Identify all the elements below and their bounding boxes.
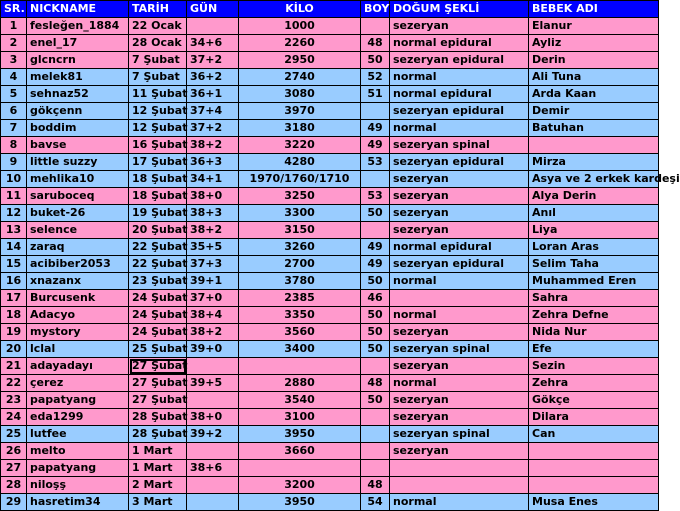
table-row: [1, 341, 659, 358]
cell-gun[interactable]: [187, 443, 239, 460]
cell-sr[interactable]: 28: [1, 477, 27, 494]
cell-dogum[interactable]: normal: [390, 69, 529, 86]
cell-gun[interactable]: 36+3: [187, 154, 239, 171]
cell-gun[interactable]: 37+3: [187, 256, 239, 273]
cell-boy[interactable]: 48: [361, 35, 390, 52]
cell-boy[interactable]: [361, 171, 390, 188]
cell-bebek[interactable]: Elanur: [529, 18, 659, 35]
cell-boy[interactable]: 50: [361, 392, 390, 409]
cell-bebek[interactable]: Gökçe: [529, 392, 659, 409]
table-row: [1, 222, 659, 239]
cell-bebek[interactable]: Liya: [529, 222, 659, 239]
cell-dogum[interactable]: normal: [390, 375, 529, 392]
cell-boy[interactable]: 49: [361, 256, 390, 273]
cell-nickname[interactable]: lclal: [27, 341, 129, 358]
cell-gun[interactable]: [187, 477, 239, 494]
cell-tarih[interactable]: 19 Şubat: [129, 205, 187, 222]
cell-tarih[interactable]: 16 Şubat: [129, 137, 187, 154]
cell-kilo[interactable]: 3180: [239, 120, 361, 137]
cell-gun[interactable]: 38+0: [187, 188, 239, 205]
cell-sr[interactable]: 15: [1, 256, 27, 273]
cell-kilo[interactable]: 2950: [239, 52, 361, 69]
cell-gun[interactable]: 37+0: [187, 290, 239, 307]
cell-bebek[interactable]: Nida Nur: [529, 324, 659, 341]
cell-gun[interactable]: 36+2: [187, 69, 239, 86]
cell-nickname[interactable]: little suzzy: [27, 154, 129, 171]
cell-gun[interactable]: 39+1: [187, 273, 239, 290]
cell-bebek[interactable]: Anıl: [529, 205, 659, 222]
cell-boy[interactable]: 49: [361, 137, 390, 154]
cell-tarih[interactable]: 7 Şubat: [129, 52, 187, 69]
cell-dogum[interactable]: [390, 460, 529, 477]
header-gun[interactable]: GÜN: [187, 1, 239, 18]
cell-kilo[interactable]: 2385: [239, 290, 361, 307]
cell-nickname[interactable]: xnazanx: [27, 273, 129, 290]
cell-gun[interactable]: 34+1: [187, 171, 239, 188]
cell-dogum[interactable]: sezeryan epidural: [390, 154, 529, 171]
cell-sr[interactable]: 19: [1, 324, 27, 341]
cell-gun[interactable]: 38+2: [187, 222, 239, 239]
table-row: [1, 103, 659, 120]
cell-kilo[interactable]: 3200: [239, 477, 361, 494]
cell-dogum[interactable]: normal: [390, 273, 529, 290]
cell-kilo[interactable]: 2880: [239, 375, 361, 392]
cell-kilo[interactable]: 3660: [239, 443, 361, 460]
cell-sr[interactable]: 27: [1, 460, 27, 477]
cell-gun[interactable]: 36+1: [187, 86, 239, 103]
cell-gun[interactable]: [187, 358, 239, 375]
cell-sr[interactable]: 21: [1, 358, 27, 375]
cell-sr[interactable]: 1: [1, 18, 27, 35]
cell-tarih[interactable]: 24 Şubat: [129, 324, 187, 341]
table-row: [1, 392, 659, 409]
cell-gun[interactable]: 37+2: [187, 120, 239, 137]
cell-gun[interactable]: 39+5: [187, 375, 239, 392]
cell-boy[interactable]: 53: [361, 188, 390, 205]
cell-dogum[interactable]: [390, 477, 529, 494]
cell-boy[interactable]: 49: [361, 120, 390, 137]
cell-gun[interactable]: 39+2: [187, 426, 239, 443]
cell-sr[interactable]: 29: [1, 494, 27, 511]
cell-dogum[interactable]: sezeryan epidural: [390, 52, 529, 69]
table-row: [1, 171, 659, 188]
cell-tarih[interactable]: 20 Şubat: [129, 222, 187, 239]
cell-bebek[interactable]: Batuhan: [529, 120, 659, 137]
table-row: [1, 154, 659, 171]
cell-dogum[interactable]: sezeryan: [390, 392, 529, 409]
cell-nickname[interactable]: acibiber2053: [27, 256, 129, 273]
cell-nickname[interactable]: saruboceq: [27, 188, 129, 205]
cell-boy[interactable]: 54: [361, 494, 390, 511]
cell-bebek[interactable]: Ali Tuna: [529, 69, 659, 86]
cell-sr[interactable]: 24: [1, 409, 27, 426]
cell-tarih[interactable]: 27 Şubat: [129, 375, 187, 392]
cell-sr[interactable]: 4: [1, 69, 27, 86]
table-row: [1, 460, 659, 477]
cell-bebek[interactable]: Musa Enes: [529, 494, 659, 511]
cell-kilo[interactable]: 3400: [239, 341, 361, 358]
cell-gun[interactable]: [187, 494, 239, 511]
cell-nickname[interactable]: niloşş: [27, 477, 129, 494]
table-row: [1, 426, 659, 443]
cell-boy[interactable]: [361, 409, 390, 426]
cell-nickname[interactable]: glcncrn: [27, 52, 129, 69]
cell-bebek[interactable]: [529, 443, 659, 460]
cell-nickname[interactable]: papatyang: [27, 392, 129, 409]
cell-dogum[interactable]: sezeryan: [390, 409, 529, 426]
cell-tarih[interactable]: 27 Şubat: [129, 358, 187, 375]
table-row: [1, 86, 659, 103]
cell-tarih[interactable]: 1 Mart: [129, 443, 187, 460]
cell-nickname[interactable]: hasretim34: [27, 494, 129, 511]
cell-nickname[interactable]: buket-26: [27, 205, 129, 222]
cell-gun[interactable]: 34+6: [187, 35, 239, 52]
table-row: [1, 477, 659, 494]
cell-boy[interactable]: 48: [361, 477, 390, 494]
cell-nickname[interactable]: boddim: [27, 120, 129, 137]
cell-bebek[interactable]: [529, 137, 659, 154]
table-row: [1, 256, 659, 273]
cell-bebek[interactable]: Muhammed Eren: [529, 273, 659, 290]
table-row: [1, 120, 659, 137]
header-sr[interactable]: SR.: [1, 1, 27, 18]
cell-nickname[interactable]: Burcusenk: [27, 290, 129, 307]
cell-gun[interactable]: 38+4: [187, 307, 239, 324]
table-row: [1, 375, 659, 392]
cell-bebek[interactable]: Mirza: [529, 154, 659, 171]
cell-bebek[interactable]: Asya ve 2 erkek kardeşi: [529, 171, 659, 188]
cell-boy[interactable]: 52: [361, 69, 390, 86]
cell-tarih[interactable]: 18 Şubat: [129, 171, 187, 188]
cell-tarih[interactable]: 12 Şubat: [129, 103, 187, 120]
cell-dogum[interactable]: sezeryan: [390, 222, 529, 239]
cell-gun[interactable]: [187, 392, 239, 409]
table-row: [1, 69, 659, 86]
cell-sr[interactable]: 12: [1, 205, 27, 222]
cell-nickname[interactable]: mystory: [27, 324, 129, 341]
cell-tarih[interactable]: 1 Mart: [129, 460, 187, 477]
table-row: [1, 443, 659, 460]
cell-dogum[interactable]: sezeryan: [390, 188, 529, 205]
cell-nickname[interactable]: selence: [27, 222, 129, 239]
cell-dogum[interactable]: sezeryan: [390, 324, 529, 341]
cell-nickname[interactable]: melek81: [27, 69, 129, 86]
table-body: [1, 18, 680, 511]
cell-boy[interactable]: [361, 426, 390, 443]
cell-kilo[interactable]: 3970: [239, 103, 361, 120]
cell-sr[interactable]: 8: [1, 137, 27, 154]
table-row: [1, 188, 659, 205]
cell-boy[interactable]: 49: [361, 239, 390, 256]
cell-tarih[interactable]: 28 Şubat: [129, 409, 187, 426]
header-bebek[interactable]: BEBEK ADI: [529, 1, 659, 18]
cell-dogum[interactable]: normal: [390, 307, 529, 324]
cell-boy[interactable]: [361, 460, 390, 477]
cell-tarih[interactable]: 7 Şubat: [129, 69, 187, 86]
cell-gun[interactable]: 38+2: [187, 137, 239, 154]
cell-gun[interactable]: 38+3: [187, 205, 239, 222]
cell-nickname[interactable]: gökçenn: [27, 103, 129, 120]
cell-nickname[interactable]: fesleğen_1884: [27, 18, 129, 35]
cell-sr[interactable]: 3: [1, 52, 27, 69]
table-row: [1, 324, 659, 341]
cell-nickname[interactable]: eda1299: [27, 409, 129, 426]
cell-kilo[interactable]: [239, 460, 361, 477]
cell-kilo[interactable]: 4280: [239, 154, 361, 171]
cell-sr[interactable]: 11: [1, 188, 27, 205]
cell-bebek[interactable]: Ayliz: [529, 35, 659, 52]
cell-dogum[interactable]: sezeryan spinal: [390, 137, 529, 154]
cell-boy[interactable]: [361, 222, 390, 239]
cell-boy[interactable]: [361, 103, 390, 120]
table-row: [1, 52, 659, 69]
cell-nickname[interactable]: mehlika10: [27, 171, 129, 188]
cell-dogum[interactable]: sezeryan: [390, 358, 529, 375]
table-row: [1, 137, 659, 154]
cell-sr[interactable]: 22: [1, 375, 27, 392]
cell-boy[interactable]: [361, 358, 390, 375]
cell-dogum[interactable]: sezeryan: [390, 443, 529, 460]
cell-bebek[interactable]: Can: [529, 426, 659, 443]
cell-dogum[interactable]: sezeryan: [390, 205, 529, 222]
cell-nickname[interactable]: bavse: [27, 137, 129, 154]
cell-kilo[interactable]: 3300: [239, 205, 361, 222]
cell-bebek[interactable]: Dilara: [529, 409, 659, 426]
cell-bebek[interactable]: Demir: [529, 103, 659, 120]
cell-kilo[interactable]: 3560: [239, 324, 361, 341]
cell-tarih[interactable]: 24 Şubat: [129, 307, 187, 324]
cell-tarih[interactable]: 22 Şubat: [129, 239, 187, 256]
cell-boy[interactable]: 50: [361, 307, 390, 324]
cell-boy[interactable]: 50: [361, 205, 390, 222]
cell-boy[interactable]: 48: [361, 375, 390, 392]
cell-gun[interactable]: 38+0: [187, 409, 239, 426]
cell-tarih[interactable]: 27 Şubat: [129, 392, 187, 409]
cell-kilo[interactable]: [239, 358, 361, 375]
header-nickname[interactable]: NICKNAME: [27, 1, 129, 18]
cell-bebek[interactable]: Zehra Defne: [529, 307, 659, 324]
cell-kilo[interactable]: 3220: [239, 137, 361, 154]
cell-sr[interactable]: 18: [1, 307, 27, 324]
cell-sr[interactable]: 10: [1, 171, 27, 188]
cell-nickname[interactable]: zaraq: [27, 239, 129, 256]
cell-tarih[interactable]: 17 Şubat: [129, 154, 187, 171]
cell-bebek[interactable]: Sahra: [529, 290, 659, 307]
cell-boy[interactable]: 50: [361, 324, 390, 341]
cell-dogum[interactable]: normal: [390, 120, 529, 137]
cell-kilo[interactable]: 3780: [239, 273, 361, 290]
table-row: [1, 239, 659, 256]
cell-nickname[interactable]: sehnaz52: [27, 86, 129, 103]
table-row: [1, 205, 659, 222]
cell-kilo[interactable]: 2700: [239, 256, 361, 273]
cell-nickname[interactable]: Adacyo: [27, 307, 129, 324]
cell-dogum[interactable]: sezeryan: [390, 171, 529, 188]
cell-tarih[interactable]: 18 Şubat: [129, 188, 187, 205]
table-row: [1, 358, 659, 375]
cell-dogum[interactable]: sezeryan: [390, 18, 529, 35]
cell-kilo[interactable]: 1970/1760/1710: [239, 171, 361, 188]
table-row: [1, 494, 659, 511]
cell-dogum[interactable]: normal epidural: [390, 86, 529, 103]
cell-kilo[interactable]: 3950: [239, 426, 361, 443]
cell-sr[interactable]: 16: [1, 273, 27, 290]
cell-gun[interactable]: 37+2: [187, 52, 239, 69]
table-row: [1, 273, 659, 290]
cell-tarih[interactable]: 2 Mart: [129, 477, 187, 494]
cell-dogum[interactable]: [390, 290, 529, 307]
cell-kilo[interactable]: 3540: [239, 392, 361, 409]
cell-gun[interactable]: 39+0: [187, 341, 239, 358]
cell-kilo[interactable]: 3150: [239, 222, 361, 239]
cell-boy[interactable]: [361, 18, 390, 35]
table-row: [1, 307, 659, 324]
cell-nickname[interactable]: papatyang: [27, 460, 129, 477]
cell-boy[interactable]: [361, 443, 390, 460]
cell-gun[interactable]: [187, 18, 239, 35]
cell-nickname[interactable]: lutfee: [27, 426, 129, 443]
cell-sr[interactable]: 20: [1, 341, 27, 358]
cell-gun[interactable]: 38+2: [187, 324, 239, 341]
cell-tarih[interactable]: 11 Şubat: [129, 86, 187, 103]
cell-tarih[interactable]: 22 Ocak: [129, 18, 187, 35]
cell-dogum[interactable]: sezeryan epidural: [390, 256, 529, 273]
cell-sr[interactable]: 25: [1, 426, 27, 443]
cell-boy[interactable]: 46: [361, 290, 390, 307]
cell-tarih[interactable]: 3 Mart: [129, 494, 187, 511]
cell-bebek[interactable]: Derin: [529, 52, 659, 69]
header-row: [1, 1, 659, 18]
cell-sr[interactable]: 14: [1, 239, 27, 256]
cell-bebek[interactable]: Arda Kaan: [529, 86, 659, 103]
cell-gun[interactable]: 37+4: [187, 103, 239, 120]
cell-dogum[interactable]: normal epidural: [390, 35, 529, 52]
cell-bebek[interactable]: Sezin: [529, 358, 659, 375]
cell-tarih[interactable]: 25 Şubat: [129, 341, 187, 358]
cell-dogum[interactable]: sezeryan spinal: [390, 426, 529, 443]
table-row: [1, 35, 659, 52]
cell-sr[interactable]: 6: [1, 103, 27, 120]
cell-sr[interactable]: 5: [1, 86, 27, 103]
cell-sr[interactable]: 17: [1, 290, 27, 307]
cell-boy[interactable]: 51: [361, 86, 390, 103]
cell-nickname[interactable]: melto: [27, 443, 129, 460]
cell-kilo[interactable]: 2260: [239, 35, 361, 52]
cell-nickname[interactable]: çerez: [27, 375, 129, 392]
table-row: [1, 409, 659, 426]
cell-dogum[interactable]: sezeryan spinal: [390, 341, 529, 358]
cell-bebek[interactable]: Alya Derin: [529, 188, 659, 205]
header-tarih[interactable]: TARİH: [129, 1, 187, 18]
cell-tarih[interactable]: 24 Şubat: [129, 290, 187, 307]
cell-boy[interactable]: 50: [361, 52, 390, 69]
cell-sr[interactable]: 13: [1, 222, 27, 239]
cell-bebek[interactable]: Selim Taha: [529, 256, 659, 273]
cell-gun[interactable]: 35+5: [187, 239, 239, 256]
cell-kilo[interactable]: 3100: [239, 409, 361, 426]
cell-boy[interactable]: 50: [361, 273, 390, 290]
cell-sr[interactable]: 2: [1, 35, 27, 52]
header-kilo[interactable]: KİLO: [239, 1, 361, 18]
cell-tarih[interactable]: 28 Ocak: [129, 35, 187, 52]
header-dogum[interactable]: DOĞUM ŞEKLİ: [390, 1, 529, 18]
cell-bebek[interactable]: [529, 460, 659, 477]
cell-dogum[interactable]: sezeryan epidural: [390, 103, 529, 120]
cell-sr[interactable]: 7: [1, 120, 27, 137]
cell-tarih[interactable]: 12 Şubat: [129, 120, 187, 137]
cell-kilo[interactable]: 3250: [239, 188, 361, 205]
cell-kilo[interactable]: 3950: [239, 494, 361, 511]
cell-boy[interactable]: 50: [361, 341, 390, 358]
table-row: [1, 290, 659, 307]
cell-bebek[interactable]: [529, 477, 659, 494]
cell-sr[interactable]: 23: [1, 392, 27, 409]
cell-tarih[interactable]: 23 Şubat: [129, 273, 187, 290]
cell-kilo[interactable]: 3260: [239, 239, 361, 256]
cell-bebek[interactable]: Efe: [529, 341, 659, 358]
cell-boy[interactable]: 53: [361, 154, 390, 171]
cell-dogum[interactable]: normal: [390, 494, 529, 511]
cell-kilo[interactable]: 3080: [239, 86, 361, 103]
cell-dogum[interactable]: normal epidural: [390, 239, 529, 256]
header-boy[interactable]: BOY: [361, 1, 390, 18]
cell-kilo[interactable]: 2740: [239, 69, 361, 86]
cell-kilo[interactable]: 3350: [239, 307, 361, 324]
cell-tarih[interactable]: 22 Şubat: [129, 256, 187, 273]
cell-gun[interactable]: 38+6: [187, 460, 239, 477]
table-row: [1, 18, 659, 35]
cell-sr[interactable]: 26: [1, 443, 27, 460]
cell-sr[interactable]: 9: [1, 154, 27, 171]
cell-nickname[interactable]: enel_17: [27, 35, 129, 52]
cell-kilo[interactable]: 1000: [239, 18, 361, 35]
cell-nickname[interactable]: adayadayı: [27, 358, 129, 375]
cell-bebek[interactable]: Zehra: [529, 375, 659, 392]
cell-tarih[interactable]: 28 Şubat: [129, 426, 187, 443]
cell-bebek[interactable]: Loran Aras: [529, 239, 659, 256]
